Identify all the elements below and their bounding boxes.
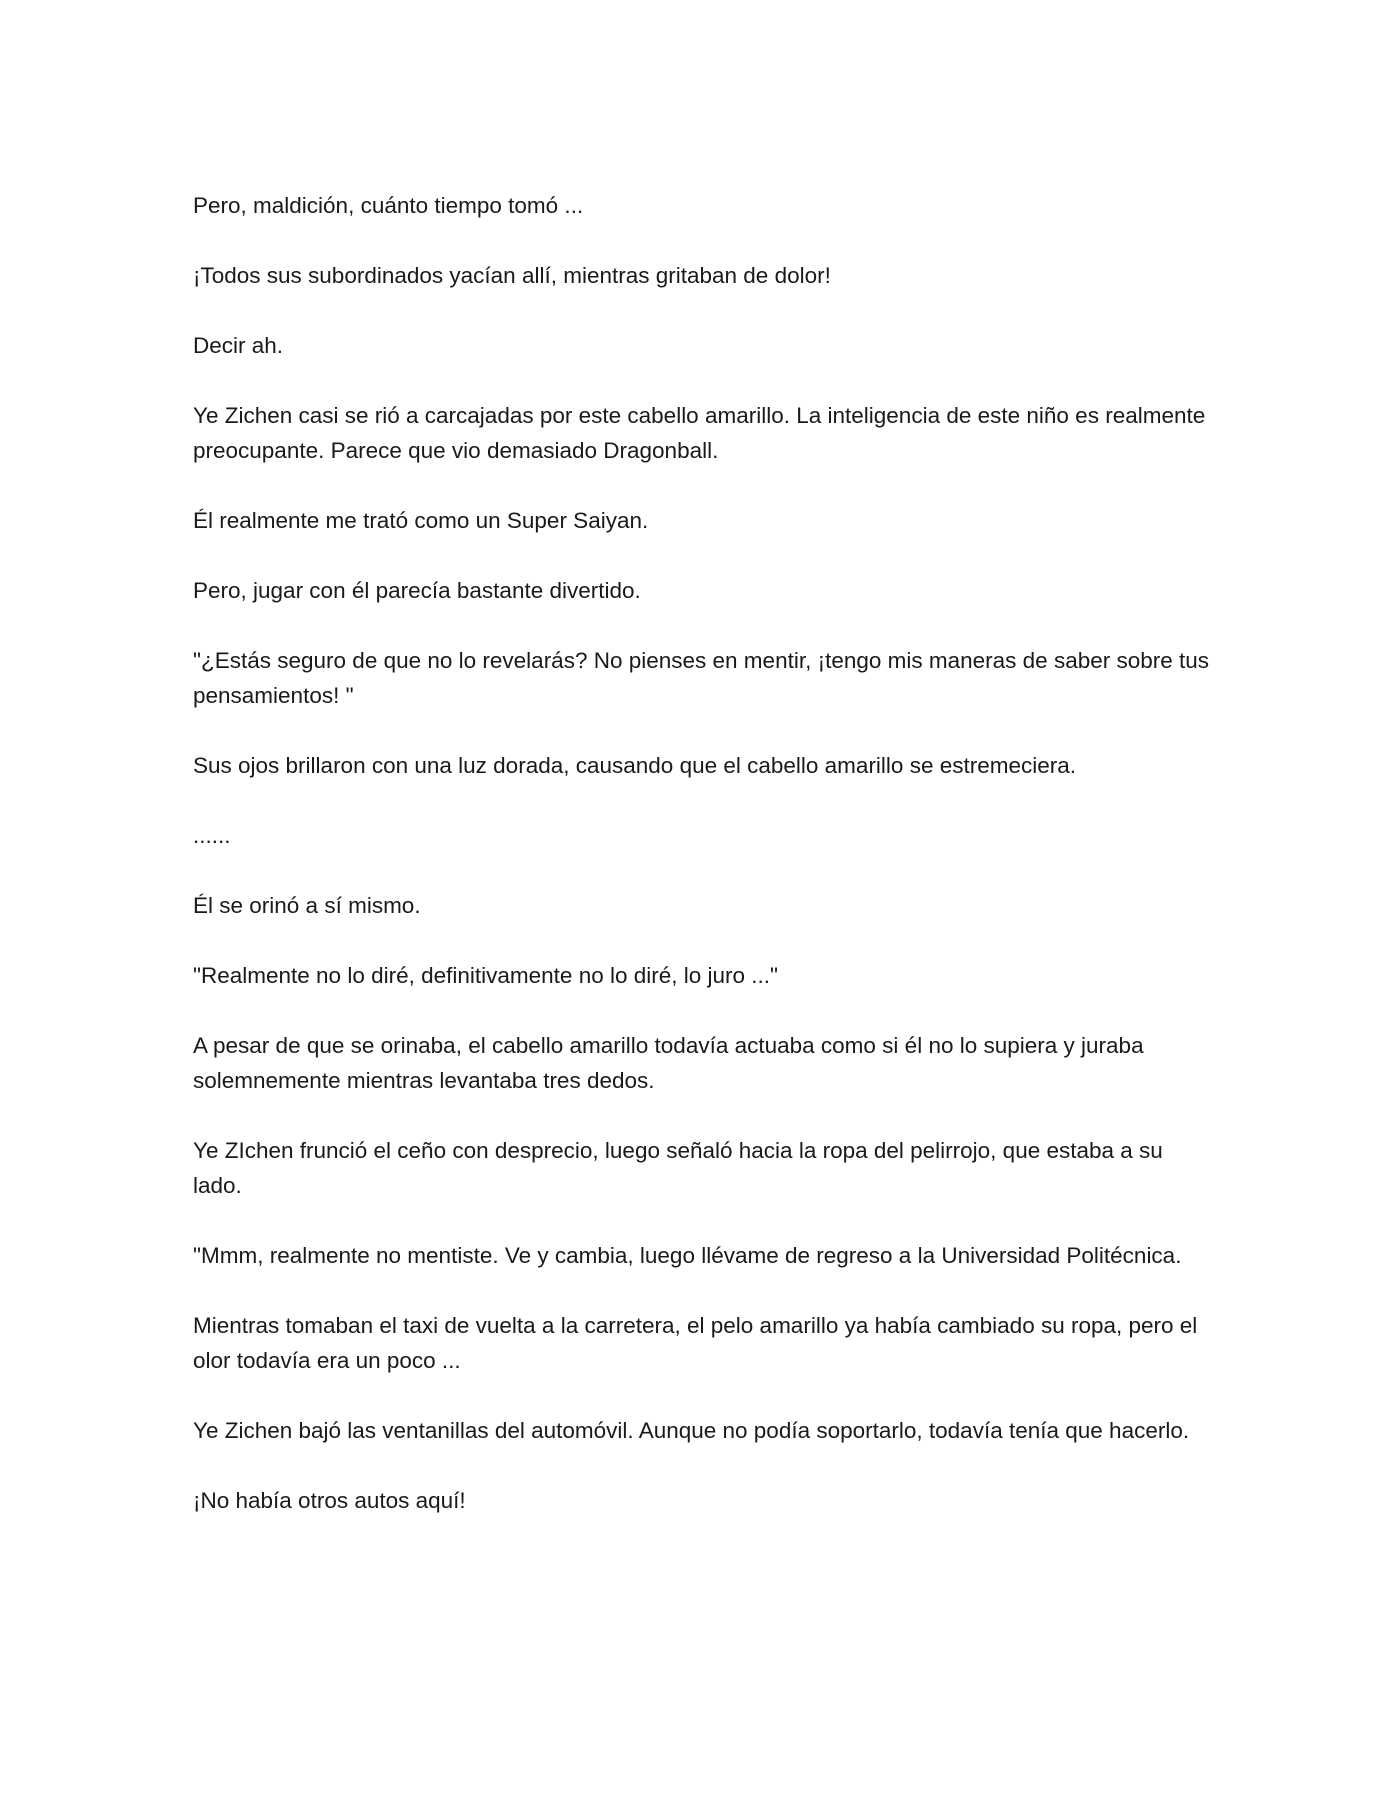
paragraph-7: "¿Estás seguro de que no lo revelarás? No pienses en mentir, ¡tengo mis maneras de saber sobre tus pensamientos! " xyxy=(193,648,1210,708)
paragraph-8: Sus ojos brillaron con una luz dorada, causando que el cabello amarillo se estremeciera. xyxy=(193,753,1077,778)
paragraph-16: Ye Zichen bajó las ventanillas del automóvil. Aunque no podía soportarlo, todavía tenía que hacerlo. xyxy=(193,1418,1190,1443)
paragraph-13: Ye ZIchen frunció el ceño con desprecio, luego señaló hacia la ropa del pelirrojo, que estaba a su lado. xyxy=(193,1138,1163,1198)
paragraph-11: "Realmente no lo diré, definitivamente no lo diré, lo juro ..." xyxy=(193,963,779,988)
paragraph-2: ¡Todos sus subordinados yacían allí, mientras gritaban de dolor! xyxy=(193,263,831,288)
paragraph-10: Él se orinó a sí mismo. xyxy=(193,893,421,918)
paragraph-1: Pero, maldición, cuánto tiempo tomó ... xyxy=(193,193,584,218)
paragraph-17: ¡No había otros autos aquí! xyxy=(193,1488,466,1513)
paragraph-15: Mientras tomaban el taxi de vuelta a la carretera, el pelo amarillo ya había cambiado su ropa, pero el olor todavía era un poco ... xyxy=(193,1313,1198,1373)
document-body xyxy=(193,188,1213,1553)
paragraph-4: Ye Zichen casi se rió a carcajadas por este cabello amarillo. La inteligencia de este niño es realmente preocupante. Parece que vio demasiado Dragonball. xyxy=(193,403,1206,463)
paragraph-12: A pesar de que se orinaba, el cabello amarillo todavía actuaba como si él no lo supiera y juraba solemnemente mientras levantaba tres dedos. xyxy=(193,1033,1144,1093)
paragraph-6: Pero, jugar con él parecía bastante divertido. xyxy=(193,578,641,603)
paragraph-9: ...... xyxy=(193,823,231,848)
paragraph-3: Decir ah. xyxy=(193,333,284,358)
paragraph-5: Él realmente me trató como un Super Saiyan. xyxy=(193,508,649,533)
paragraph-14: "Mmm, realmente no mentiste. Ve y cambia, luego llévame de regreso a la Universidad Politécnica. xyxy=(193,1243,1182,1268)
